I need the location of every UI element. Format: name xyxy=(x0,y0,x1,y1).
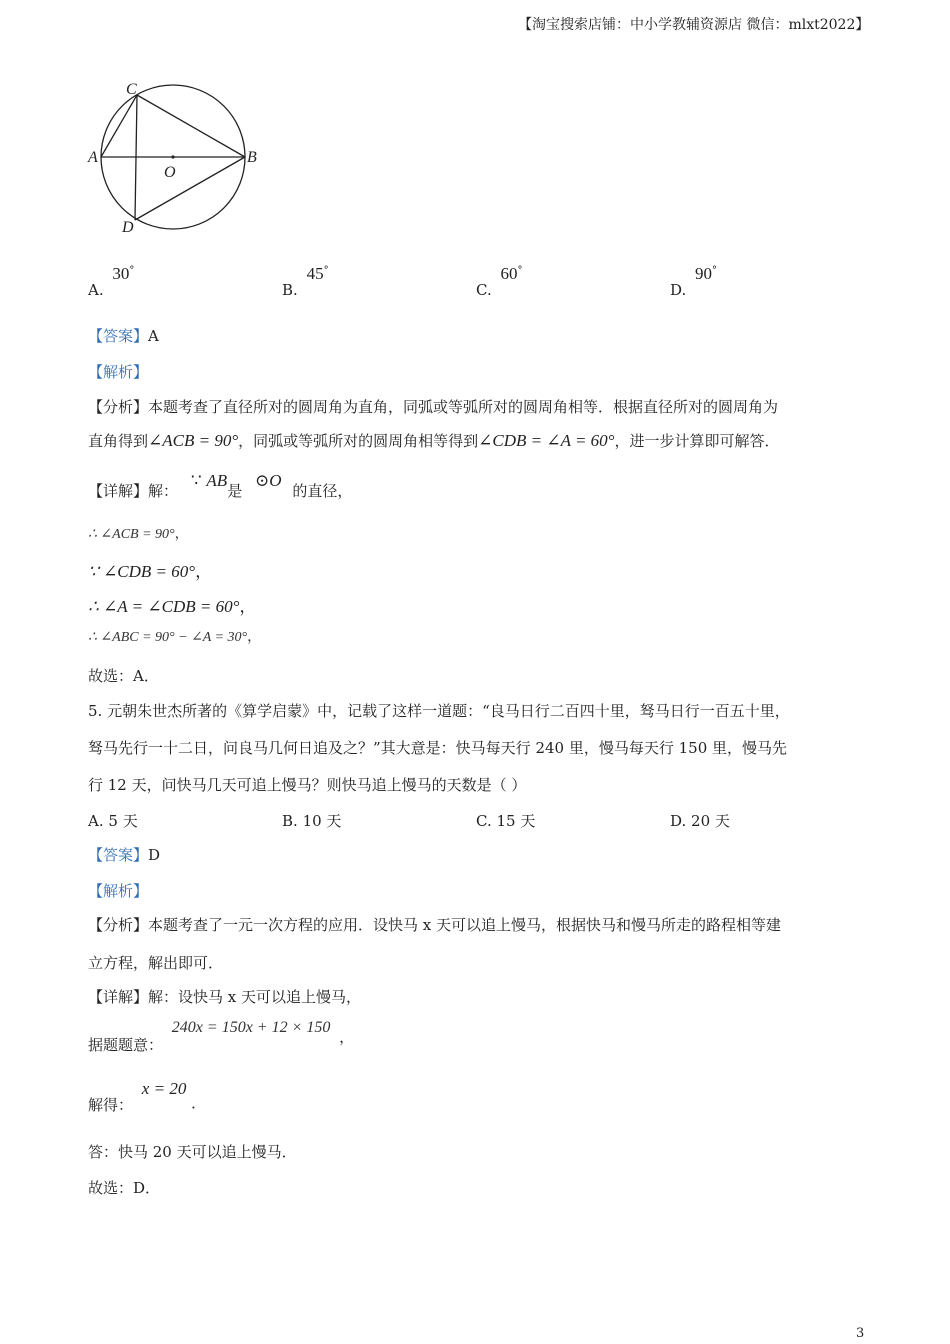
q5-option-a[interactable]: A. 5 天 xyxy=(88,812,138,830)
q4-option-d[interactable]: D. 90° xyxy=(670,264,718,299)
q5-fenxi-line1: 【分析】本题考查了一元一次方程的应用．设快马 x 天可以追上慢马，根据快马和慢马所走的路程相等建 xyxy=(88,916,782,934)
segment-db xyxy=(135,157,245,220)
page-header: 【淘宝搜索店铺：中小学教辅资源店 微信：mlxt2022】 xyxy=(518,17,870,33)
q4-step4: ∴ ∠ABC = 90° − ∠A = 30°， xyxy=(88,630,262,645)
q5-choice: 故选：D． xyxy=(88,1179,161,1197)
q5-answer: 【答案】D xyxy=(88,846,161,864)
q5-reply: 答：快马 20 天可以追上慢马． xyxy=(88,1143,297,1161)
circle-geometry-figure xyxy=(80,74,270,240)
q5-stem-line2: 驽马先行一十二日，问良马几何日追及之？”其大意是：快马每天行 240 里，慢马每天行 150 里，慢马先 xyxy=(88,739,788,757)
label-o: O xyxy=(164,164,176,181)
q5-stem-line3: 行 12 天，问快马几天可追上慢马？则快马追上慢马的天数是（ ） xyxy=(88,776,527,794)
label-c: C xyxy=(126,81,137,98)
q5-solve: 解得： x = 20 ． xyxy=(88,1079,207,1114)
q5-jiexi-tag: 【解析】 xyxy=(88,882,149,900)
q4-fenxi-line1: 【分析】本题考查了直径所对的圆周角为直角，同弧或等弧所对的圆周角相等．根据直径所对的圆周角为 xyxy=(88,398,779,416)
segment-ac xyxy=(101,95,137,157)
q5-stem-line1: 5. 元朝朱世杰所著的《算学启蒙》中，记载了这样一道题：“良马日行二百四十里，驽马日行一百五十里， xyxy=(88,702,790,720)
label-a: A xyxy=(88,149,98,166)
label-d: D xyxy=(122,219,134,236)
q4-option-b[interactable]: B. 45° xyxy=(282,264,329,299)
q5-option-b[interactable]: B. 10 天 xyxy=(282,812,342,830)
segment-cb xyxy=(137,95,245,157)
q5-equation: 据题题意： 240x = 150x + 12 × 150 ， xyxy=(88,1019,355,1054)
label-b: B xyxy=(247,149,257,166)
q4-step2: ∵ ∠CDB = 60°， xyxy=(88,562,213,581)
q4-step3: ∴ ∠A = ∠CDB = 60°， xyxy=(88,597,257,616)
q4-option-a[interactable]: A. 30° xyxy=(88,264,135,299)
q4-xiangjie: 【详解】解： ∵ AB是 ⊙O 的直径， xyxy=(88,471,353,500)
page-number: 3 xyxy=(856,1326,865,1341)
q4-choice: 故选：A． xyxy=(88,667,159,685)
q5-fenxi-line2: 立方程，解出即可． xyxy=(88,954,224,972)
center-point xyxy=(171,155,174,158)
q5-option-c[interactable]: C. 15 天 xyxy=(476,812,536,830)
q4-jiexi-tag: 【解析】 xyxy=(88,363,149,381)
q4-answer: 【答案】A xyxy=(88,327,159,345)
q5-option-d[interactable]: D. 20 天 xyxy=(670,812,730,830)
q4-option-c[interactable]: C. 60° xyxy=(476,264,523,299)
q4-fenxi-line2: 直角得到∠ACB = 90°，同弧或等弧所对的圆周角相等得到∠CDB = ∠A = 60°，进一步计算即可解答． xyxy=(88,431,780,450)
q4-step1: ∴ ∠ACB = 90°， xyxy=(88,527,189,542)
q5-xiangjie: 【详解】解：设快马 x 天可以追上慢马， xyxy=(88,988,362,1006)
